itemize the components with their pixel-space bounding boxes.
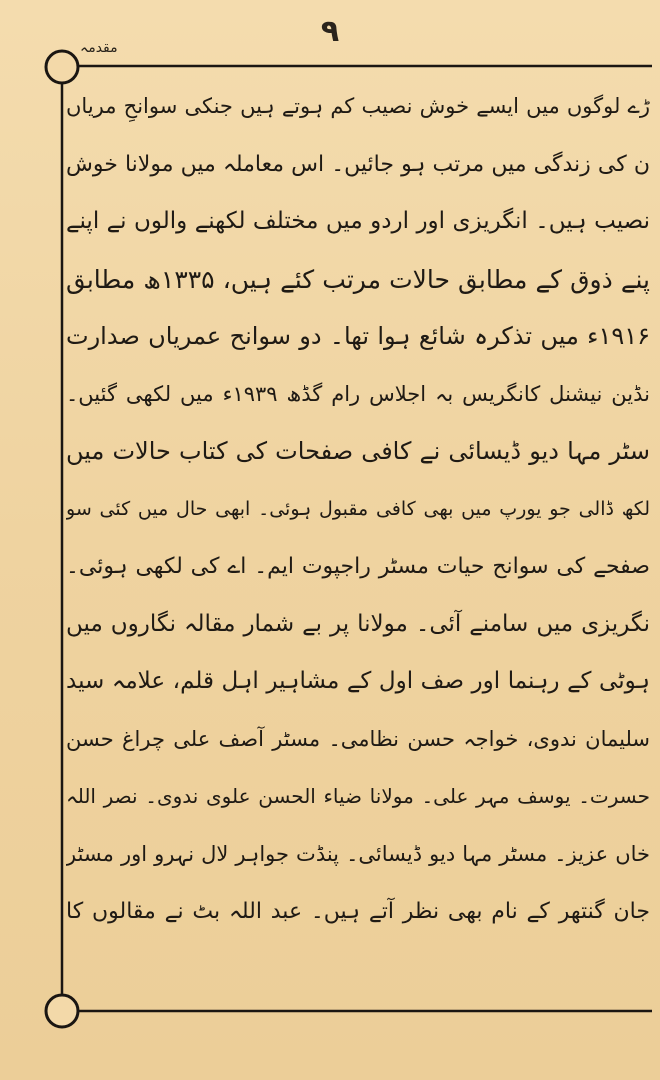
text-line: ڑے لوگوں میں ایسے خوش نصیب کم ہوتے ہیں جنکی سوانحِ مریاں — [66, 94, 650, 118]
text-line: لکھ ڈالی جو یورپ میں بھی کافی مقبول ہوئی۔ ابھی حال میں کئی سو — [66, 497, 650, 520]
text-line: سلیمان ندوی، خواجہ حسن نظامی۔ مسٹر آصف علی چراغ حسن — [66, 726, 650, 751]
section-label: مقدمہ — [80, 40, 118, 56]
text-line: سٹر مہا دیو ڈیسائی نے کافی صفحات کی کتاب حالات میں — [66, 437, 650, 465]
text-line: جان گنتھر کے نام بھی نظر آتے ہیں۔ عبد اللہ بٹ نے مقالوں کا — [66, 899, 650, 924]
text-line: نصیب ہیں۔ انگریزی اور اردو میں مختلف لکھنے والوں نے اپنے — [66, 208, 650, 234]
text-line: نگریزی میں سامنے آئی۔ مولانا پر بے شمار مقالہ نگاروں میں — [66, 610, 650, 637]
page-number: ۹ — [320, 14, 340, 49]
text-line: پنے ذوق کے مطابق حالات مرتب کئے ہیں، ۱۳۳۵ھ مطابق — [66, 264, 650, 294]
text-line: نڈین نیشنل کانگریس بہ اجلاس رام گڈھ ۱۹۳۹ء میں لکھی گئیں۔ — [66, 381, 650, 406]
body-text — [66, 78, 650, 998]
text-line: خاں عزیز۔ مسٹر مہا دیو ڈیسائی۔ پنڈت جواہر لال نہرو اور مسٹر — [66, 841, 650, 866]
text-line: صفحے کی سوانح حیات مسٹر راجپوت ایم۔ اے کی لکھی ہوئی۔ — [66, 554, 650, 579]
text-line: ۱۹۱۶ء میں تذکرہ شائع ہوا تھا۔ دو سوانح عمریاں صدارت — [66, 322, 650, 350]
text-line: ن کی زندگی میں مرتب ہو جائیں۔ اس معاملہ میں مولانا خوش — [66, 151, 650, 177]
text-line: حسرت۔ یوسف مہر علی۔ مولانا ضیاء الحسن علوی ندوی۔ نصر اللہ — [66, 784, 650, 808]
bottom-corner-circle — [46, 995, 78, 1027]
text-line: ہوٹی کے رہنما اور صف اول کے مشاہیر اہل قلم، علامہ سید — [66, 668, 650, 694]
